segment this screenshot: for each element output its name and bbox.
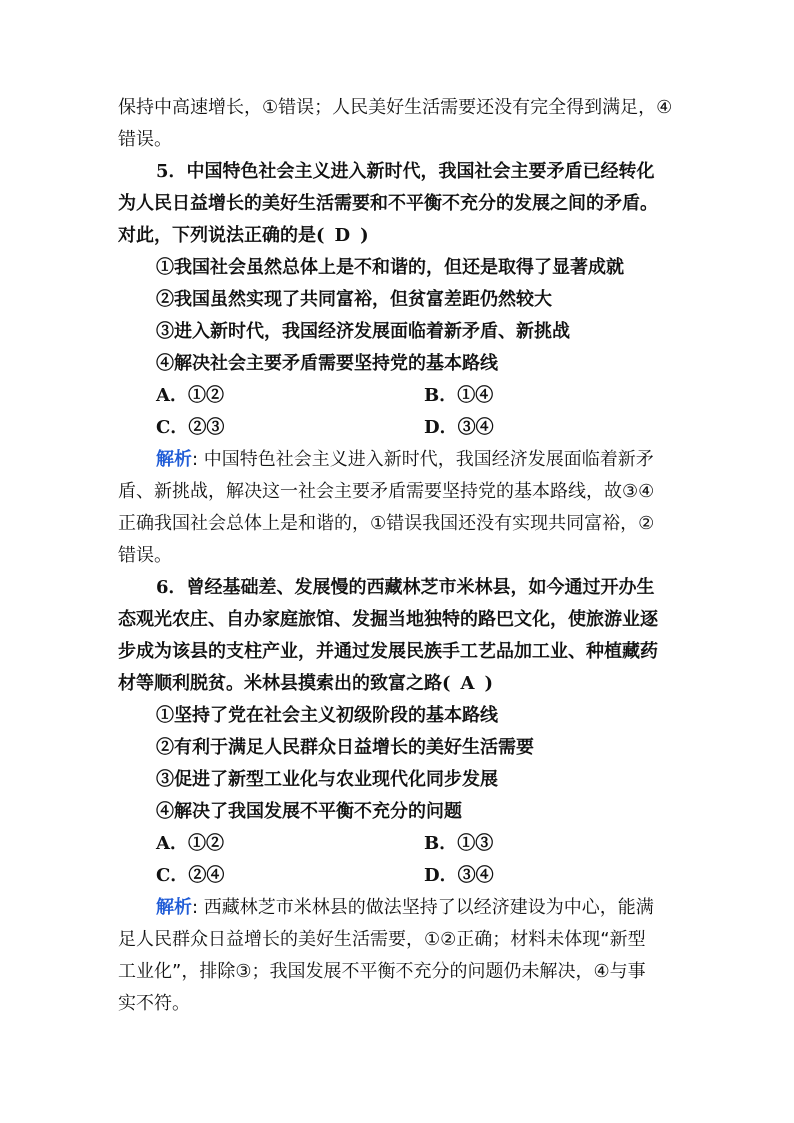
q5-stem-line-3	[118, 220, 678, 252]
q5-stem-text: 对此，下列说法正确的是(	[118, 225, 325, 246]
q6-analysis-line-4: 实不符。	[118, 993, 190, 1014]
q6-stem-line-3: 步成为该县的支柱产业，并通过发展民族手工艺品加工业、种植藏药	[118, 641, 658, 662]
q6-stem-line-2: 态观光农庄、自办家庭旅馆、发掘当地独特的路巴文化，使旅游业逐	[118, 609, 658, 630]
q6-analysis-line-1	[118, 892, 678, 924]
q5-option-a: A．①②	[156, 385, 224, 406]
q6-stem-line-4	[118, 668, 678, 700]
q5-answer: D	[334, 225, 351, 246]
q5-option-c: C．②③	[156, 417, 225, 438]
q6-option-b: B．①③	[424, 833, 494, 854]
q6-option-d: D．③④	[424, 865, 494, 886]
page-content	[118, 92, 678, 1020]
q6-analysis-label: 解析	[156, 897, 192, 918]
q6-stem-text: 材等顺利脱贫。米林县摸索出的致富之路(	[118, 673, 451, 694]
q5-analysis-line-1	[118, 444, 678, 476]
q6-answer: A	[460, 673, 475, 694]
prev-analysis-line-2: 错误。	[118, 129, 172, 150]
q5-item-2: ②我国虽然实现了共同富裕，但贫富差距仍然较大	[156, 289, 552, 310]
q6-item-3: ③促进了新型工业化与农业现代化同步发展	[156, 769, 498, 790]
q5-item-3: ③进入新时代，我国经济发展面临着新矛盾、新挑战	[156, 321, 570, 342]
q6-options-row-1	[118, 828, 678, 860]
q5-stem-line-2: 为人民日益增长的美好生活需要和不平衡不充分的发展之间的矛盾。	[118, 193, 658, 214]
q5-options-row-1	[118, 380, 678, 412]
q6-option-a: A．①②	[156, 833, 224, 854]
q5-item-1: ①我国社会虽然总体上是不和谐的，但还是取得了显著成就	[156, 257, 624, 278]
q6-item-4: ④解决了我国发展不平衡不充分的问题	[156, 801, 462, 822]
q6-stem-line-1: 6．曾经基础差、发展慢的西藏林芝市米林县，如今通过开办生	[156, 577, 655, 598]
q5-paren-close: )	[360, 225, 369, 246]
q6-options-row-2	[118, 860, 678, 892]
q5-analysis-label: 解析	[156, 449, 192, 470]
q6-analysis-line-3: 工业化”，排除③；我国发展不平衡不充分的问题仍未解决，④与事	[118, 961, 646, 982]
q5-options-row-2	[118, 412, 678, 444]
q5-analysis-line-2: 盾、新挑战，解决这一社会主要矛盾需要坚持党的基本路线，故③④	[118, 481, 655, 502]
q5-analysis-line-3: 正确我国社会总体上是和谐的，①错误我国还没有实现共同富裕，②	[118, 513, 655, 534]
q5-analysis-line-4: 错误。	[118, 545, 172, 566]
q6-analysis-text: : 西藏林芝市米林县的做法坚持了以经济建设为中心，能满	[192, 897, 654, 918]
q5-stem-line-1: 5．中国特色社会主义进入新时代，我国社会主要矛盾已经转化	[156, 161, 655, 182]
q5-item-4: ④解决社会主要矛盾需要坚持党的基本路线	[156, 353, 498, 374]
prev-analysis-line-1: 保持中高速增长，①错误；人民美好生活需要还没有完全得到满足，④	[118, 97, 673, 118]
q5-option-d: D．③④	[424, 417, 494, 438]
q6-paren-close: )	[484, 673, 494, 694]
q6-item-2: ②有利于满足人民群众日益增长的美好生活需要	[156, 737, 534, 758]
q5-analysis-text: : 中国特色社会主义进入新时代，我国经济发展面临着新矛	[192, 449, 654, 470]
q5-option-b: B．①④	[424, 385, 494, 406]
q6-item-1: ①坚持了党在社会主义初级阶段的基本路线	[156, 705, 498, 726]
q6-option-c: C．②④	[156, 865, 225, 886]
q6-analysis-line-2: 足人民群众日益增长的美好生活需要，①②正确；材料未体现“新型	[118, 929, 646, 950]
